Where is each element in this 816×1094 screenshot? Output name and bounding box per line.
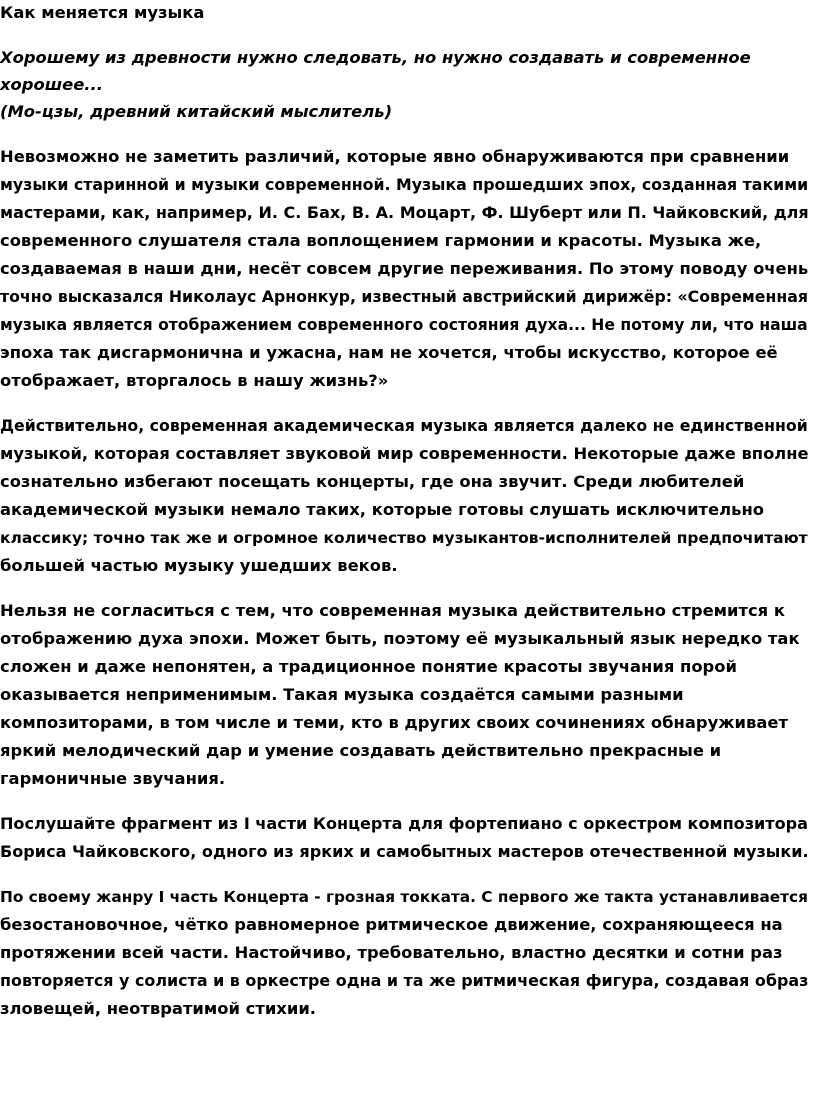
paragraph-5 — [0, 883, 810, 1023]
paragraph-line: точно высказался Николаус Арнонкур, известный австрийский дирижёр: «Современная — [0, 287, 808, 306]
paragraph-line: создаваемая в наши дни, несёт совсем другие переживания. По этому поводу очень — [0, 259, 809, 278]
paragraph-line: сознательно избегают посещать концерты, где она звучит. Среди любителей — [0, 472, 745, 491]
paragraph-line: гармоничные звучания. — [0, 769, 226, 788]
paragraph-line: оказывается неприменимым. Такая музыка создаётся самыми разными — [0, 685, 684, 704]
paragraph-line: большей частью музыку ушедших веков. — [0, 556, 398, 575]
paragraph-line: композиторами, в том числе и теми, кто в других своих сочинениях обнаруживает — [0, 713, 788, 732]
paragraph-line: Послушайте фрагмент из I части Концерта для фортепиано с оркестром композитора — [0, 814, 808, 833]
paragraph-1 — [0, 143, 810, 395]
paragraph-line: Действительно, современная академическая музыка является далеко не единственной — [0, 416, 808, 435]
paragraph-line: музыкой, которая составляет звуковой мир современности. Некоторые даже вполне — [0, 444, 809, 463]
paragraph-line: По своему жанру I часть Концерта - грозная токката. С первого же такта устанавливается — [0, 888, 808, 906]
paragraph-line: отображает, вторгалось в нашу жизнь?» — [0, 371, 389, 390]
paragraph-line: повторяется у солиста и в оркестре одна и та же ритмическая фигура, создавая образ — [0, 971, 809, 990]
epigraph-attribution: (Мо-цзы, древний китайский мыслитель) — [0, 102, 393, 121]
paragraph-line: Невозможно не заметить различий, которые явно обнаруживаются при сравнении — [0, 147, 790, 166]
paragraph-line: современного слушателя стала воплощением гармонии и красоты. Музыка же, — [0, 231, 762, 250]
paragraph-line: академической музыки немало таких, которые готовы слушать исключительно — [0, 500, 764, 519]
paragraph-line: протяжении всей части. Настойчиво, требовательно, властно десятки и сотни раз — [0, 943, 783, 962]
paragraph-2 — [0, 412, 810, 580]
page-title: Как меняется музыка — [0, 3, 205, 22]
paragraph-line: музыка является отображением современного состояния духа... Не потому ли, что наша — [0, 316, 808, 334]
paragraph-line: зловещей, неотвратимой стихии. — [0, 999, 316, 1018]
paragraph-line: музыки старинной и музыки современной. Музыка прошедших эпох, созданная такими — [0, 175, 809, 194]
paragraph-line: классику; точно так же и огромное количество музыкантов-исполнителей предпочитают — [0, 529, 808, 547]
paragraph-line: эпоха так дисгармонична и ужасна, нам не хочется, чтобы искусство, которое её — [0, 343, 778, 362]
paragraph-line: Бориса Чайковского, одного из ярких и самобытных мастеров отечественной музыки. — [0, 842, 809, 861]
epigraph — [0, 44, 810, 125]
paragraph-line: безостановочное, чётко равномерное ритмическое движение, сохраняющееся на — [0, 915, 783, 934]
paragraph-line: мастерами, как, например, И. С. Бах, В. А. Моцарт, Ф. Шуберт или П. Чайковский, для — [0, 203, 809, 222]
epigraph-line: хорошее... — [0, 75, 103, 94]
paragraph-4 — [0, 810, 810, 866]
epigraph-line: Хорошему из древности нужно следовать, но нужно создавать и современное — [0, 48, 751, 67]
paragraph-line: Нельзя не согласиться с тем, что современная музыка действительно стремится к — [0, 601, 785, 620]
paragraph-line: отображению духа эпохи. Может быть, поэтому её музыкальный язык нередко так — [0, 629, 800, 648]
paragraph-line: яркий мелодический дар и умение создавать действительно прекрасные и — [0, 741, 722, 760]
paragraph-line: сложен и даже непонятен, а традиционное понятие красоты звучания порой — [0, 657, 737, 676]
paragraph-3 — [0, 597, 810, 793]
